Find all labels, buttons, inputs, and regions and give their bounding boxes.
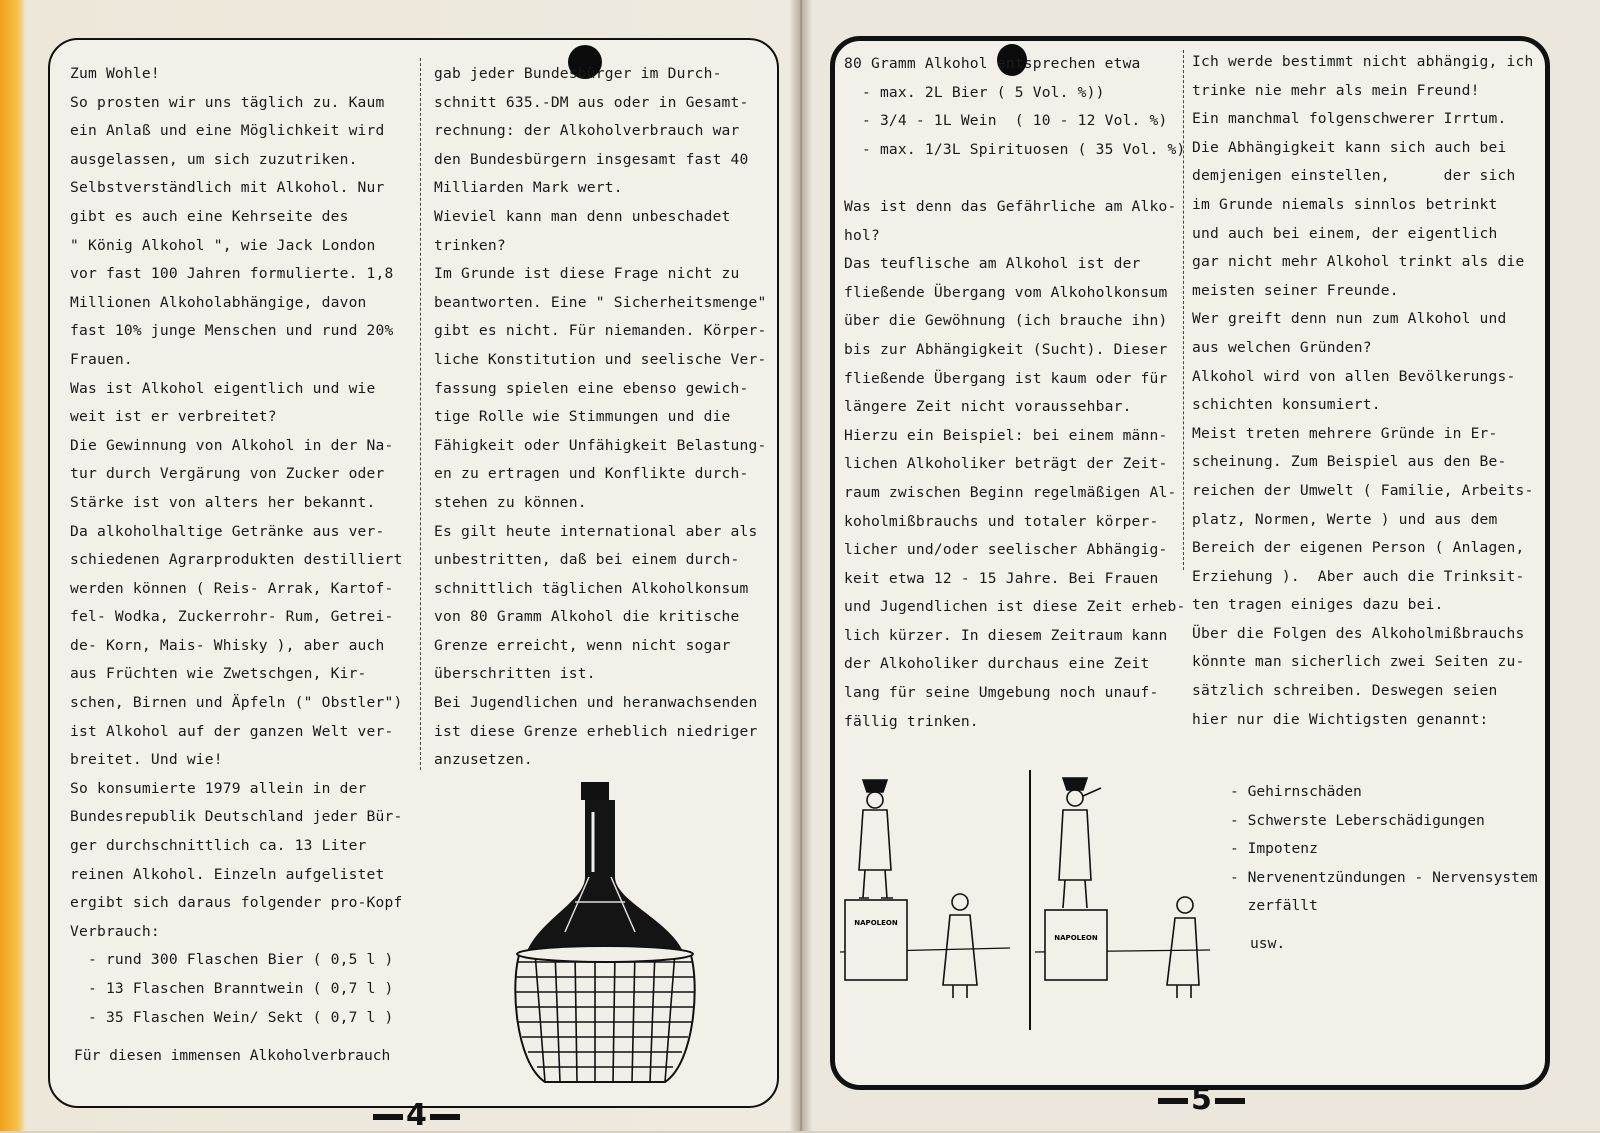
text-line: Hierzu ein Beispiel: bei einem männ- bbox=[844, 426, 1168, 444]
text-line: So prosten wir uns täglich zu. Kaum bbox=[70, 93, 385, 111]
text-line: unbestritten, daß bei einem durch- bbox=[434, 551, 740, 569]
text-line: - 35 Flaschen Wein/ Sekt ( 0,7 l ) bbox=[70, 1008, 394, 1026]
text-line: keit etwa 12 - 15 Jahre. Bei Frauen bbox=[844, 569, 1159, 587]
wine-bottle-illustration bbox=[505, 782, 705, 1092]
text-line: Millionen Alkoholabhängige, davon bbox=[70, 293, 367, 311]
text-line: fällig trinken. bbox=[844, 712, 979, 730]
list-item: zerfällt bbox=[1230, 897, 1318, 915]
text-line: gar nicht mehr Alkohol trinkt als die bbox=[1192, 253, 1525, 271]
text-line: - max. 1/3L Spirituosen ( 35 Vol. %) bbox=[844, 140, 1186, 158]
text-line: lich kürzer. In diesem Zeitraum kann bbox=[844, 626, 1168, 644]
text-line: Was ist denn das Gefährliche am Alko- bbox=[844, 197, 1177, 215]
text-line: Grenze erreicht, wenn nicht sogar bbox=[434, 636, 731, 654]
text-line: werden können ( Reis- Arrak, Kartof- bbox=[70, 579, 394, 597]
text-line: Zum Wohle! bbox=[70, 65, 160, 82]
middle-right-column-text bbox=[844, 50, 1185, 736]
spectator-panel-1 bbox=[943, 894, 977, 998]
text-line: ist diese Grenze erheblich niedriger bbox=[434, 722, 758, 740]
text-line: lang für seine Umgebung noch unauf- bbox=[844, 684, 1159, 702]
text-line: Bei Jugendlichen und heranwachsenden bbox=[434, 694, 758, 712]
column-divider-left bbox=[420, 58, 422, 770]
text-line: Das teuflische am Alkohol ist der bbox=[844, 255, 1141, 273]
text-line: raum zwischen Beginn regelmäßigen Al- bbox=[844, 483, 1177, 501]
text-line: stehen zu können. bbox=[434, 493, 587, 511]
text-line bbox=[844, 164, 1185, 193]
text-line: Fähigkeit oder Unfähigkeit Belastung- bbox=[434, 436, 767, 454]
text-line: trinken? bbox=[434, 236, 506, 254]
text-line: Es gilt heute international aber als bbox=[434, 522, 758, 540]
text-line: So konsumierte 1979 allein in der bbox=[70, 779, 367, 797]
text-line: Im Grunde ist diese Frage nicht zu bbox=[434, 265, 740, 283]
text-line: Wieviel kann man denn unbeschadet bbox=[434, 207, 731, 225]
list-item: - Schwerste Leberschädigungen bbox=[1230, 811, 1485, 829]
text-line: " König Alkohol ", wie Jack London bbox=[70, 236, 376, 254]
text-line: der Alkoholiker durchaus eine Zeit bbox=[844, 655, 1150, 673]
text-line: meisten seiner Freunde. bbox=[1192, 281, 1399, 299]
text-line: aus Früchten wie Zwetschgen, Kir- bbox=[70, 665, 367, 683]
text-line: en zu ertragen und Konflikte durch- bbox=[434, 465, 749, 483]
text-line: weit ist er verbreitet? bbox=[70, 408, 277, 426]
text-line: bis zur Abhängigkeit (Sucht). Dieser bbox=[844, 340, 1168, 358]
text-line: Verbrauch: bbox=[70, 922, 160, 940]
list-item: - Gehirnschäden bbox=[1230, 783, 1362, 800]
text-line: - max. 2L Bier ( 5 Vol. %)) bbox=[844, 83, 1105, 101]
text-line: gab jeder Bundesbürger im Durch- bbox=[434, 65, 722, 82]
text-line: 80 Gramm Alkohol entsprechen etwa bbox=[844, 55, 1141, 72]
text-line: vor fast 100 Jahren formulierte. 1,8 bbox=[70, 265, 394, 283]
text-line: scheinung. Zum Beispiel aus den Be- bbox=[1192, 453, 1507, 471]
text-line: ergibt sich daraus folgender pro-Kopf bbox=[70, 894, 403, 912]
text-line: schnitt 635.-DM aus oder in Gesamt- bbox=[434, 93, 749, 111]
text-line: von 80 Gramm Alkohol die kritische bbox=[434, 608, 740, 626]
text-line: fließende Übergang vom Alkoholkonsum bbox=[844, 283, 1168, 301]
text-line: Ein manchmal folgenschwerer Irrtum. bbox=[1192, 110, 1507, 128]
text-line: lichen Alkoholiker beträgt der Zeit- bbox=[844, 455, 1168, 473]
text-line: fel- Wodka, Zuckerrohr- Rum, Getrei- bbox=[70, 608, 394, 626]
text-line: breitet. Und wie! bbox=[70, 751, 223, 769]
text-line: gibt es nicht. Für niemanden. Körper- bbox=[434, 322, 767, 340]
statue-panel-1 bbox=[845, 780, 907, 980]
text-line: rechnung: der Alkoholverbrauch war bbox=[434, 122, 740, 140]
text-line: Ich werde bestimmt nicht abhängig, ich bbox=[1192, 53, 1534, 70]
text-line: Selbstverständlich mit Alkohol. Nur bbox=[70, 179, 385, 197]
text-line: Wer greift denn nun zum Alkohol und bbox=[1192, 310, 1507, 328]
text-line: ein Anlaß und eine Möglichkeit wird bbox=[70, 122, 385, 140]
text-line: über die Gewöhnung (ich brauche ihn) bbox=[844, 312, 1168, 330]
text-line: - rund 300 Flaschen Bier ( 0,5 l ) bbox=[70, 951, 394, 969]
text-line: reinen Alkohol. Einzeln aufgelistet bbox=[70, 865, 385, 883]
left-column-footer-text: Für diesen immensen Alkoholverbrauch bbox=[74, 1047, 391, 1064]
text-line: und Jugendlichen ist diese Zeit erheb- bbox=[844, 598, 1186, 616]
statue-panel-2 bbox=[1045, 778, 1107, 980]
left-column-text bbox=[70, 60, 403, 1032]
text-line: Milliarden Mark wert. bbox=[434, 179, 623, 197]
text-line: Frauen. bbox=[70, 350, 133, 368]
text-line: gibt es auch eine Kehrseite des bbox=[70, 207, 349, 225]
napoleon-cartoon bbox=[835, 770, 1215, 1030]
text-line: schnittlich täglichen Alkoholkonsum bbox=[434, 579, 749, 597]
text-line: liche Konstitution und seelische Ver- bbox=[434, 350, 767, 368]
text-line: Bereich der eigenen Person ( Anlagen, bbox=[1192, 539, 1525, 557]
text-line: den Bundesbürgern insgesamt fast 40 bbox=[434, 150, 749, 168]
text-line: koholmißbrauchs und totaler körper- bbox=[844, 512, 1159, 530]
text-line: fließende Übergang ist kaum oder für bbox=[844, 369, 1168, 387]
text-line: fassung spielen eine ebenso gewich- bbox=[434, 379, 749, 397]
text-line: längere Zeit nicht voraussehbar. bbox=[844, 398, 1132, 416]
text-line: Erziehung ). Aber auch die Trinksit- bbox=[1192, 567, 1525, 585]
text-line: schiedenen Agrarprodukten destilliert bbox=[70, 551, 403, 569]
text-line: Meist treten mehrere Gründe in Er- bbox=[1192, 424, 1498, 442]
text-line: Alkohol wird von allen Bevölkerungs- bbox=[1192, 367, 1516, 385]
text-line: sätzlich schreiben. Deswegen seien bbox=[1192, 682, 1498, 700]
text-line: Stärke ist von alters her bekannt. bbox=[70, 493, 376, 511]
text-line: tige Rolle wie Stimmungen und die bbox=[434, 408, 731, 426]
text-line: Die Abhängigkeit kann sich auch bei bbox=[1192, 138, 1507, 156]
etc-text: usw. bbox=[1250, 935, 1286, 952]
text-line: überschritten ist. bbox=[434, 665, 596, 683]
text-line: hier nur die Wichtigsten genannt: bbox=[1192, 710, 1489, 728]
page-number-right: 5 bbox=[1155, 1082, 1248, 1117]
text-line: tur durch Vergärung von Zucker oder bbox=[70, 465, 385, 483]
list-item: - Impotenz bbox=[1230, 840, 1318, 858]
text-line: demjenigen einstellen, der sich bbox=[1192, 167, 1516, 185]
consequences-list bbox=[1230, 778, 1538, 921]
text-line: Da alkoholhaltige Getränke aus ver- bbox=[70, 522, 385, 540]
list-item: - Nervenentzündungen - Nervensystem bbox=[1230, 868, 1538, 886]
statue-label-1: NAPOLEON bbox=[854, 919, 898, 927]
text-line: im Grunde niemals sinnlos betrinkt bbox=[1192, 195, 1498, 213]
text-line: ten tragen einiges dazu bei. bbox=[1192, 596, 1444, 614]
text-line: Bundesrepublik Deutschland jeder Bür- bbox=[70, 808, 403, 826]
spectator-panel-2 bbox=[1167, 897, 1199, 998]
statue-label-2: NAPOLEON bbox=[1054, 934, 1098, 942]
text-line: Was ist Alkohol eigentlich und wie bbox=[70, 379, 376, 397]
text-line: fast 10% junge Menschen und rund 20% bbox=[70, 322, 394, 340]
text-line: Über die Folgen des Alkoholmißbrauchs bbox=[1192, 624, 1525, 642]
page-number-left: 4 bbox=[370, 1098, 463, 1133]
text-line: platz, Normen, Werte ) und aus dem bbox=[1192, 510, 1498, 528]
text-line: aus welchen Gründen? bbox=[1192, 338, 1372, 356]
text-line: reichen der Umwelt ( Familie, Arbeits- bbox=[1192, 481, 1534, 499]
text-line: Die Gewinnung von Alkohol in der Na- bbox=[70, 436, 394, 454]
right-column-text bbox=[1192, 48, 1533, 734]
text-line: trinke nie mehr als mein Freund! bbox=[1192, 81, 1480, 99]
text-line: - 3/4 - 1L Wein ( 10 - 12 Vol. %) bbox=[844, 112, 1168, 130]
text-line: schen, Birnen und Äpfeln (" Obstler") bbox=[70, 694, 403, 712]
text-line: ausgelassen, um sich zuzutriken. bbox=[70, 150, 358, 168]
text-line: und auch bei einem, der eigentlich bbox=[1192, 224, 1498, 242]
text-line: de- Korn, Mais- Whisky ), aber auch bbox=[70, 636, 385, 654]
text-line: - 13 Flaschen Branntwein ( 0,7 l ) bbox=[70, 980, 394, 997]
text-line: beantworten. Eine " Sicherheitsmenge" bbox=[434, 293, 767, 311]
text-line: hol? bbox=[844, 226, 880, 244]
text-line: licher und/oder seelischer Abhängig- bbox=[844, 541, 1168, 559]
binding-gutter bbox=[790, 0, 812, 1131]
text-line: ist Alkohol auf der ganzen Welt ver- bbox=[70, 722, 394, 740]
middle-left-column-text bbox=[434, 60, 767, 775]
text-line: ger durchschnittlich ca. 13 Liter bbox=[70, 837, 367, 855]
text-line: anzusetzen. bbox=[434, 751, 533, 769]
text-line: schichten konsumiert. bbox=[1192, 396, 1381, 414]
text-line: könnte man sicherlich zwei Seiten zu- bbox=[1192, 653, 1525, 671]
